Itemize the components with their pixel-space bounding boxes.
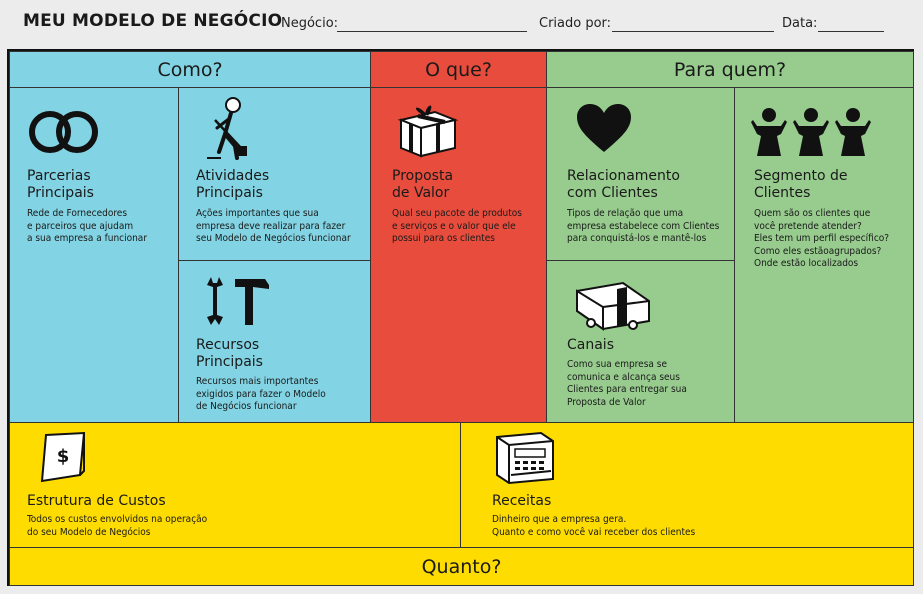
band-paraquem-label: Para quem? (673, 58, 787, 81)
criado-por-label: Criado por: (539, 16, 612, 31)
band-como-label: Como? (157, 58, 223, 81)
criado-por-field[interactable] (612, 31, 774, 32)
business-model-canvas (7, 49, 914, 586)
block-custos[interactable] (9, 422, 461, 548)
price-tag-icon (40, 431, 88, 485)
heart-icon (575, 102, 633, 154)
relacionamento-title: Relacionamento com Clientes (567, 168, 680, 201)
data-field[interactable] (818, 31, 884, 32)
header (0, 0, 923, 50)
band-como (9, 51, 371, 88)
band-oque (370, 51, 547, 88)
segmento-title: Segmento de Clientes (754, 168, 848, 201)
digging-person-icon (201, 96, 257, 162)
block-proposta[interactable] (370, 87, 547, 423)
block-relacionamento[interactable] (546, 87, 735, 261)
parcerias-title: Parcerias Principais (27, 168, 94, 201)
canais-title: Canais (567, 337, 614, 353)
page-title: MEU MODELO DE NEGÓCIO (23, 11, 283, 31)
receitas-title: Receitas (492, 493, 552, 509)
atividades-title: Atividades Principais (196, 168, 270, 201)
data-label: Data: (782, 16, 818, 31)
relacionamento-desc: Tipos de relação que uma empresa estabelece com Clientes para conquistá-los e mantê-los (567, 208, 720, 245)
block-atividades[interactable] (178, 87, 371, 261)
block-parcerias[interactable] (9, 87, 179, 423)
block-receitas[interactable] (460, 422, 914, 548)
band-paraquem (546, 51, 914, 88)
proposta-desc: Qual seu pacote de produtos e serviços e o valor que ele possui para os clientes (392, 208, 522, 245)
tools-icon (203, 275, 273, 327)
negocio-field[interactable] (337, 31, 527, 32)
recursos-title: Recursos Principais (196, 337, 263, 370)
custos-title: Estrutura de Custos (27, 493, 166, 509)
rings-icon (26, 107, 102, 157)
atividades-desc: Ações importantes que sua empresa deve realizar para fazer seu Modelo de Negócios funcionar (196, 208, 351, 245)
receitas-desc: Dinheiro que a empresa gera. Quanto e como você vai receber dos clientes (492, 514, 696, 538)
price-tag-symbol: $ (56, 446, 70, 467)
truck-icon (573, 281, 653, 335)
band-oque-label: O que? (425, 58, 492, 81)
band-quanto-label: Quanto? (421, 555, 502, 578)
parcerias-desc: Rede de Fornecedores e parceiros que ajudam a sua empresa a funcionar (27, 208, 148, 245)
gift-icon (395, 98, 461, 158)
block-segmento[interactable] (734, 87, 914, 423)
people-icon (751, 106, 875, 158)
segmento-desc: Quem são os clientes que você pretende atender? Eles tem um perfil específico? Como eles estãoagrupados? Onde estão localizados (754, 208, 890, 270)
block-canais[interactable] (546, 260, 735, 423)
canais-desc: Como sua empresa se comunica e alcança seus Clientes para entregar sua Proposta de Valor (567, 359, 687, 408)
band-quanto (9, 547, 914, 586)
cash-register-icon (493, 431, 557, 485)
recursos-desc: Recursos mais importantes exigidos para fazer o Modelo de Negócios funcionar (196, 376, 326, 413)
proposta-title: Proposta de Valor (392, 168, 454, 201)
block-recursos[interactable] (178, 260, 371, 423)
negocio-label: Negócio: (281, 16, 339, 31)
custos-desc: Todos os custos envolvidos na operação do seu Modelo de Negócios (27, 514, 208, 538)
